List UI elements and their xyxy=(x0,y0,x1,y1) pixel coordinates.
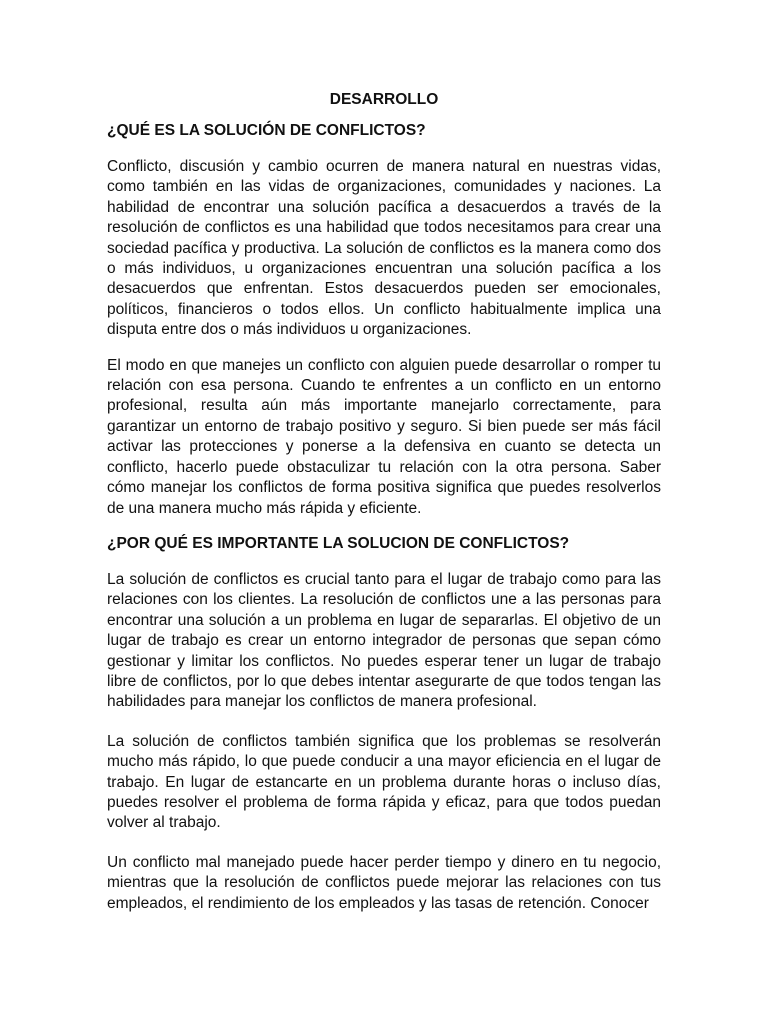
paragraph: La solución de conflictos también significa que los problemas se resolverán mucho más rápido, lo que puede conducir a una mayor eficiencia en el lugar de trabajo. En lugar de estancarte en un problema durante horas o incluso días, puedes resolver el problema de forma rápida y eficaz, para que todos puedan volver al trabajo. xyxy=(107,732,661,832)
section-heading-what-is: ¿QUÉ ES LA SOLUCIÓN DE CONFLICTOS? xyxy=(107,122,426,139)
section-heading-why-important: ¿POR QUÉ ES IMPORTANTE LA SOLUCION DE CONFLICTOS? xyxy=(107,534,570,552)
paragraph: La solución de conflictos es crucial tanto para el lugar de trabajo como para las relaciones con los clientes. La resolución de conflictos une a las personas para encontrar una solución a un problema en lugar de separarlas. El objetivo de un lugar de trabajo es crear un entorno integrador de personas que sepan cómo gestionar y limitar los conflictos. No puedes esperar tener un lugar de trabajo libre de conflictos, por lo que debes intentar asegurarte de que todos tengan las habilidades para manejar los conflictos de manera profesional. xyxy=(107,570,661,711)
document-body xyxy=(107,90,661,929)
paragraph: El modo en que manejes un conflicto con alguien puede desarrollar o romper tu relación con esa persona. Cuando te enfrentes a un conflicto en un entorno profesional, resulta aún más importante manejarlo correctamente, para garantizar un entorno de trabajo positivo y seguro. Si bien puede ser más fácil activar las protecciones y ponerse a la defensiva en cuanto se detecta un conflicto, hacerlo puede obstaculizar tu relación con la otra persona. Saber cómo manejar los conflictos de forma positiva significa que puedes resolverlos de una manera mucho más rápida y eficiente. xyxy=(107,356,661,517)
document-title: DESARROLLO xyxy=(329,91,439,108)
paragraph: Un conflicto mal manejado puede hacer perder tiempo y dinero en tu negocio, mientras que la resolución de conflictos puede mejorar las relaciones con tus empleados, el rendimiento de los empleados y las tasas de retención. Conocer xyxy=(107,853,661,912)
paragraph: Conflicto, discusión y cambio ocurren de manera natural en nuestras vidas, como también en las vidas de organizaciones, comunidades y naciones. La habilidad de encontrar una solución pacífica a desacuerdos a través de la resolución de conflictos es una habilidad que todos necesitamos para crear una sociedad pacífica y productiva. La solución de conflictos es la manera como dos o más individuos, u organizaciones encuentran una solución pacífica a los desacuerdos que enfrentan. Estos desacuerdos pueden ser emocionales, políticos, financieros o todos ellos. Un conflicto habitualmente implica una disputa entre dos o más individuos u organizaciones. xyxy=(107,158,661,339)
